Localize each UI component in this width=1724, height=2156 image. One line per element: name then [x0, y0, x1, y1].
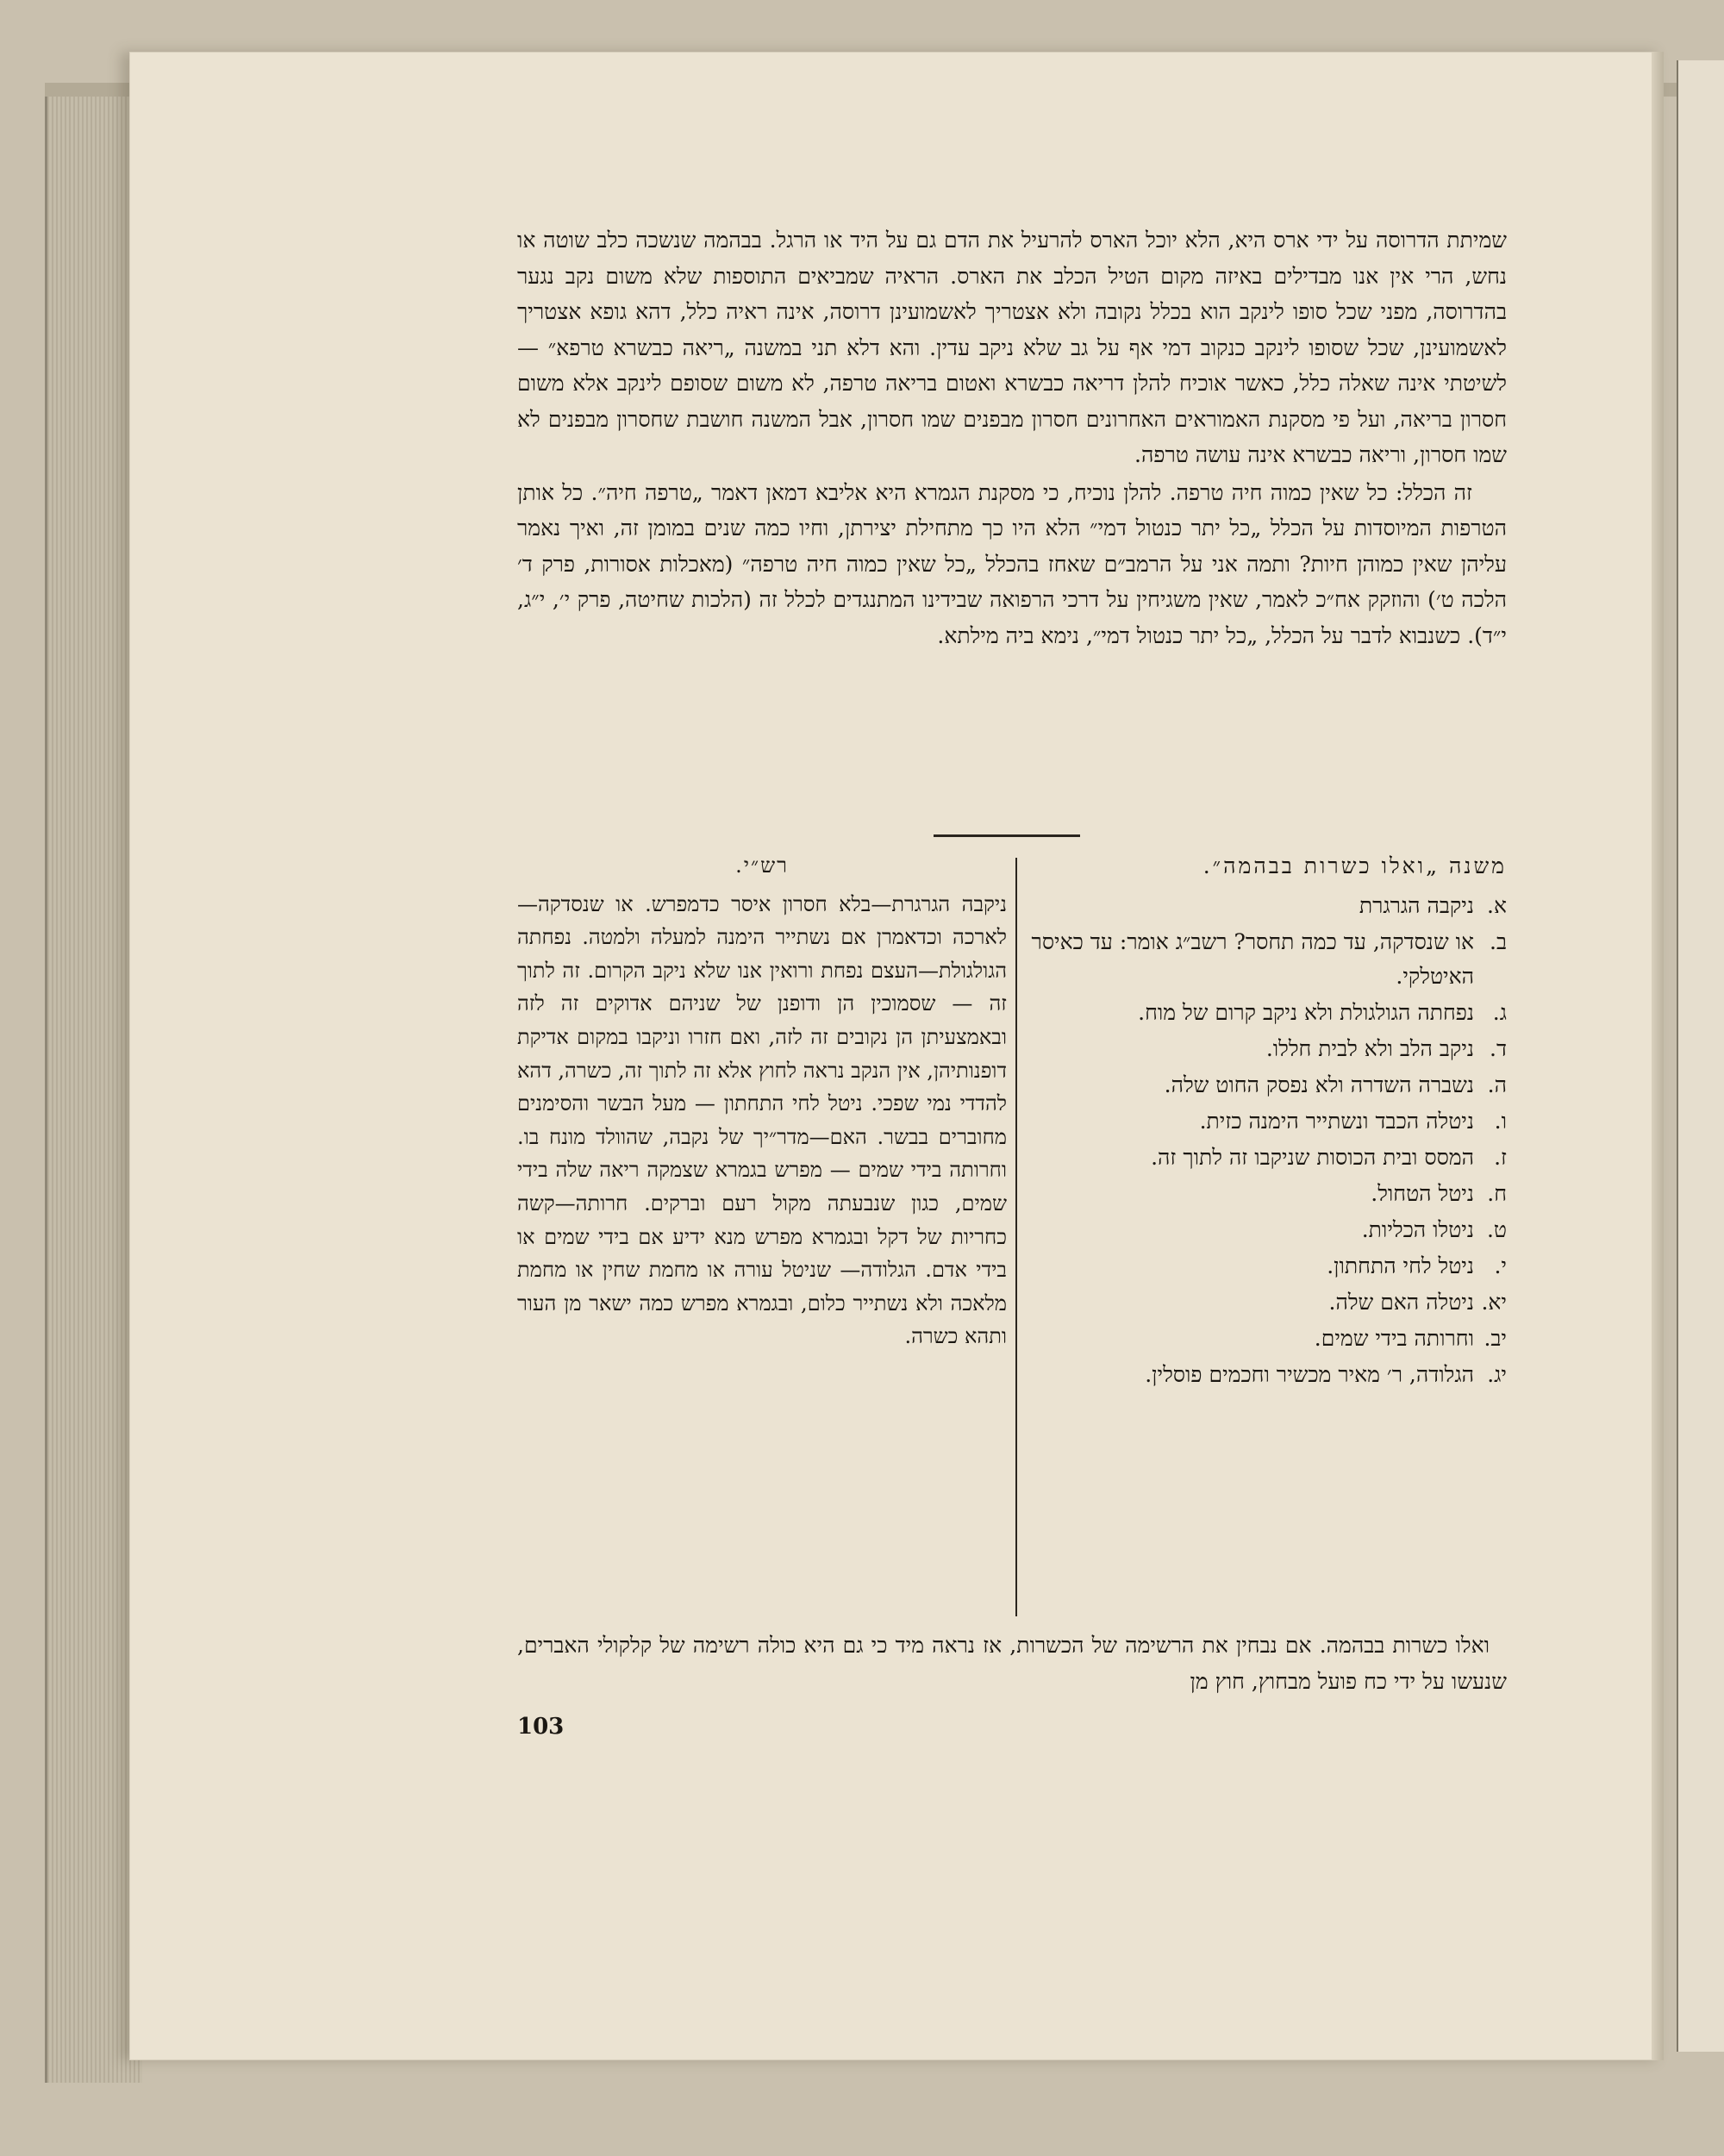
paragraph-1: שמיתת הדרוסה על ידי ארס היא, הלא יוכל הארס להרעיל את הדם גם על היד או הרגל. בבהמה שנשכה כלב שוטה או נחש, הרי אין אנו מבדילים באיזה מקום הטיל הכלב את הארס. הראיה שמביאים התוספות שלא משום נקב נגער בהדרוסה, מפני שכל סופו לינקב הוא בכלל נקובה ולא אצטריך לאשמועינן דרוסה, אינה ראיה כלל, דהא גופא אצטריך לאשמועינן, שכל שסופו לינקב כנקוב דמי אף על גב שלא ניקב עדין. והא דלא תני במשנה „ריאה כבשרא טרפא״ — לשיטתי אינה שאלה כלל, כאשר אוכיח להלן דריאה כבשרא ואטום בריאה טרפה, לא משום שסופם לינקב אלא משום חסרון בריאה, ועל פי מסקנת האמוראים האחרונים חסרון מבפנים שמו חסרון, אבל המשנה חושבת שחסרון מבפנים לא שמו חסרון, וריאה כבשרא אינה עושה טרפה.: [517, 228, 1507, 467]
item-number: יא.: [1481, 1290, 1507, 1315]
list-item: [1026, 1249, 1507, 1284]
item-text: נפחתה הגולגולת ולא ניקב קרום של מוח.: [1138, 1000, 1474, 1025]
facing-page-edge: [1677, 60, 1724, 2052]
bottom-paragraph: ואלו כשרות בבהמה. אם נבחין את הרשימה של הכשרות, אז נראה מיד כי גם היא כולה רשימה של קלקולי האברים, שנעשו על ידי כח פועל מבחוץ, חוץ מן: [517, 1633, 1507, 1694]
item-text: המסס ובית הכוסות שניקבו זה לתוך זה.: [1151, 1145, 1474, 1170]
list-item: [1026, 1104, 1507, 1139]
column-divider: [1015, 858, 1017, 1616]
item-text: ניטל הטחול.: [1371, 1181, 1474, 1206]
continuation-text: [517, 1628, 1507, 1699]
main-text: [517, 222, 1507, 653]
item-number: ז.: [1494, 1145, 1507, 1170]
item-text: ניקבה הגרגרת: [1359, 893, 1474, 918]
rashi-heading: רש״י.: [735, 853, 789, 878]
item-number: א.: [1487, 893, 1507, 918]
item-number: ד.: [1490, 1036, 1507, 1061]
list-item: [1026, 1213, 1507, 1247]
item-number: ב.: [1490, 929, 1507, 954]
mishna-heading: משנה „ואלו כשרות בבהמה״.: [1202, 853, 1507, 878]
page-number: 103: [517, 1714, 565, 1740]
item-number: יב.: [1484, 1326, 1507, 1351]
list-item: [1026, 1358, 1507, 1392]
list-item: [1026, 996, 1507, 1030]
item-number: ח.: [1487, 1181, 1507, 1206]
item-text: ניקב הלב ולא לבית חללו.: [1265, 1036, 1474, 1061]
paragraph-2: זה הכלל: כל שאין כמוה חיה טרפה. להלן נוכיח, כי מסקנת הגמרא היא אליבא דמאן דאמר „טרפה חיה״. כל אותן הטרפות המיוסדות על הכלל „כל יתר כנטול דמי״ הלא היו כך מתחילת יצירתן, וחיו כמה שנים במומן זה, ואיך נאמר עליהן שאין כמוהן חיות? ותמה אני על הרמב״ם שאחז בהכלל „כל שאין כמוה חיה טרפה״ (מאכלות אסורות, פרק ד׳ הלכה ט׳) והוזקק אח״כ לאמר, שאין משגיחין על דרכי הרפואה שבידינו המתנגדים לכלל זה (הלכות שחיטה, פרק י׳, י״ג, י״ד). כשנבוא לדבר על הכלל, „כל יתר כנטול דמי״, נימא ביה מילתא.: [517, 479, 1507, 648]
item-text: או שנסדקה, עד כמה תחסר? רשב״ג אומר: עד כאיסר האיטלקי.: [1031, 929, 1474, 989]
list-item: [1026, 889, 1507, 923]
mishna-list: [1026, 889, 1507, 1392]
list-item: [1026, 1322, 1507, 1356]
item-text: ניטלו הכליות.: [1361, 1217, 1474, 1242]
item-text: ניטלה הכבד ונשתייר הימנה כזית.: [1199, 1109, 1474, 1134]
book-spine: [45, 83, 142, 2083]
list-item: [1026, 1285, 1507, 1320]
section-divider: [934, 834, 1080, 837]
item-number: י.: [1494, 1253, 1507, 1278]
item-text: וחרותה בידי שמים.: [1314, 1326, 1474, 1351]
item-number: ג.: [1492, 1000, 1507, 1025]
list-item: [1026, 1068, 1507, 1103]
list-item: [1026, 1032, 1507, 1066]
item-text: נשברה השדרה ולא נפסק החוט שלה.: [1164, 1072, 1474, 1097]
item-text: ניטלה האם שלה.: [1328, 1290, 1474, 1315]
item-number: ו.: [1494, 1109, 1507, 1134]
list-item: [1026, 1177, 1507, 1211]
item-number: ט.: [1486, 1217, 1507, 1242]
item-number: יג.: [1487, 1362, 1507, 1387]
list-item: [1026, 1140, 1507, 1175]
mishna-column: [1026, 849, 1507, 1394]
item-number: ה.: [1487, 1072, 1507, 1097]
item-text: ניטל לחי התחתון.: [1327, 1253, 1474, 1278]
rashi-column: [517, 849, 1007, 1353]
rashi-text: ניקבה הגרגרת—בלא חסרון איסר כדמפרש. או שנסדקה—לארכה וכדאמרן אם נשתייר הימנה למעלה ולמטה. נפחתה הגולגולת—העצם נפחת ורואין אנו שלא ניקב הקרום. זה לתוך זה — שסמוכין הן ודופנן של שניהם אדוקים זה לזה ובאמצעיתן הן נקובים זה לזה, ואם חזרו וניקבו במקום אדיקת דופנותיהן, אין הנקב נראה לחוץ אלא זה לתוך זה, כשרה, דהא להדדי נמי שפכי. ניטל לחי התחתון — מעל הבשר והסימנים מחוברים בבשר. האם—מדר״יך של נקבה, שהוולד מונח בו. וחרותה בידי שמים — מפרש בגמרא שצמקה ריאה שלה בידי שמים, כגון שנבעתה מקול רעם וברקים. חרותה—קשה כחריות של דקל ובגמרא מפרש מנא ידיע אם בידי שמים או בידי אדם. הגלודה— שניטל עורה או מחמת שחין או מחמת מלאכה ולא נשתייר כלום, ובגמרא מפרש כמה ישאר מן העור ותהא כשרה.: [517, 891, 1007, 1349]
item-text: הגלודה, ר׳ מאיר מכשיר וחכמים פוסלין.: [1145, 1362, 1474, 1387]
page-fore-edge: [1652, 52, 1664, 2060]
list-item: [1026, 925, 1507, 994]
